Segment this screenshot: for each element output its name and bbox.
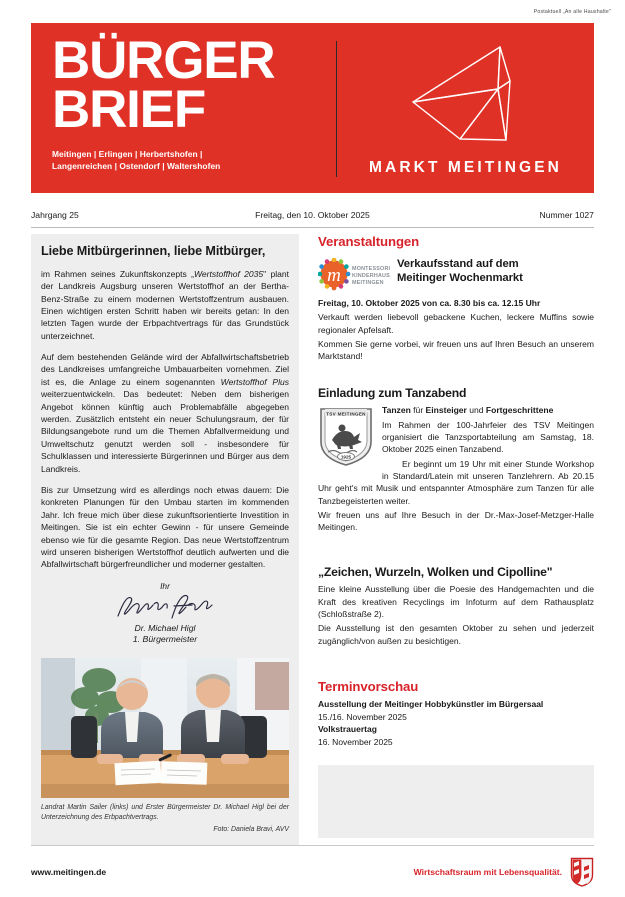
signer-name: Dr. Michael Higl (134, 622, 196, 633)
svg-text:TSV MEITINGEN: TSV MEITINGEN (326, 411, 366, 417)
issue-number: Nummer 1027 (539, 210, 594, 220)
lead-normal-1: für (410, 405, 426, 416)
ausstellung-heading: „Zeichen, Wurzeln, Wolken und Cipolline" (318, 565, 553, 580)
termin-date: 15./16. November 2025 (318, 711, 407, 722)
ausstellung-body-2: Die Ausstellung ist den gesamten Oktober zu sehen und jederzeit zugänglich/von außen zu besichtigen. (318, 623, 594, 646)
termin-date: 16. November 2025 (318, 737, 393, 748)
footer-url[interactable]: www.meitingen.de (31, 867, 107, 877)
lead-normal-2: und (466, 405, 486, 416)
p2-part-b: weiterzuentwickeln. Das bedeutet: Neben dem bisherigen Angebot können künftig auch Problemabfälle abgegeben werden. Zusätzlich entsteht ein neuer Schulungsraum, der für Bildungsangebote rund um die Themen Abfallvermeidung und Umweltschutz genutzt werden soll - insbesondere für Schulklassen und interessierte Bürgerinnen und Bürger aus dem Landkreis. (41, 389, 289, 474)
footer-right (414, 857, 594, 887)
body-paragraph-1 (41, 268, 289, 342)
masthead-right (337, 23, 594, 193)
tanzabend-body-2: Er beginnt um 19 Uhr mit einer Stunde Workshop in Standard/Latein mit unseren Tanzlehrern. Ab 20.15 Uhr geht's mit Musik und entspannter Atmosphäre zum Tanzen für alle Tanzbegeisterten weiter. (318, 458, 594, 506)
date-bar (31, 203, 594, 228)
photo-wrapper (41, 658, 289, 798)
tanzabend-body-1: Im Rahmen der 100-Jahrfeier des TSV Meitingen organisiert die Tanzsportabteilung am Samstag, 18. Oktober 2025 einen Tanzabend. (382, 419, 594, 455)
event-title-line2: Meitinger Wochenmarkt (397, 271, 523, 284)
terminvorschau-heading: Terminvorschau (318, 678, 419, 694)
p2-part-a: Auf dem bestehenden Gelände wird der Abfallwirtschaftsbetrieb des Landkreises umfangreiche Umbauarbeiten vornehmen. Ziel ist es, die Anlage zu einem sogenannten (41, 352, 289, 387)
svg-text:1925: 1925 (340, 454, 352, 460)
p1-part-a: im Rahmen seines Zukunftskonzepts „ (41, 268, 194, 279)
sign-off: Ihr (160, 580, 170, 591)
tanzabend-heading: Einladung zum Tanzabend (318, 386, 467, 401)
event-ausstellung (318, 565, 594, 646)
signer-role: 1. Bürgermeister (132, 634, 198, 645)
event-wochenmarkt (318, 258, 594, 362)
footer-slogan: Wirtschaftsraum mit Lebensqualität. (413, 867, 562, 877)
termin-item (318, 723, 594, 749)
masthead (31, 23, 594, 193)
tanzabend-body (318, 404, 594, 533)
event-tanzabend (318, 386, 594, 533)
salutation: Liebe Mitbürgerinnen, liebe Mitbürger, (41, 244, 266, 258)
right-column-filler (318, 765, 594, 838)
termin-item (318, 698, 594, 724)
masthead-title-line1: BÜRGER (52, 31, 275, 90)
lead-bold-3: Fortgeschrittene (485, 405, 554, 416)
left-column (31, 234, 299, 845)
spacer (318, 653, 594, 679)
ausstellung-body-1: Eine kleine Ausstellung über die Poesie des Handgemachten und die Kraft des kreativen Recyclings im Infoturm auf dem Rathausplatz (Schloßstraße 2). (318, 584, 594, 620)
tanzabend-body-3: Wir freuen uns auf Ihre Besuch in der Dr.-Max-Josef-Metzger-Halle Meitingen. (318, 509, 594, 533)
volume-label: Jahrgang 25 (31, 210, 79, 220)
masthead-places-line1: Meitingen | Erlingen | Herbertshofen | (52, 148, 203, 159)
svg-text:MONTESSORI: MONTESSORI (352, 266, 390, 272)
masthead-left (31, 23, 336, 193)
footer (31, 852, 594, 892)
svg-text:KINDERHAUS: KINDERHAUS (352, 273, 390, 279)
body-paragraph-2 (41, 351, 289, 475)
masthead-brand: MARKT MEITINGEN (369, 159, 562, 176)
footer-divider (31, 845, 594, 846)
lead-bold-2: Einsteiger (425, 405, 467, 416)
termin-title: Ausstellung der Meitinger Hobbykünstler im Bürgersaal (318, 698, 544, 709)
handwritten-signature (110, 592, 220, 622)
event-title (397, 258, 523, 286)
p2-emphasis: Wertstoffhof Plus (220, 376, 289, 387)
photo-caption (41, 803, 289, 835)
masthead-places (52, 148, 220, 173)
section-terminvorschau (318, 679, 594, 749)
photo-caption-text: Landrat Martin Sailer (links) und Erster Bürgermeister Dr. Michael Higl bei der Unterzeichnung des Erbpachtvertrags. (41, 804, 289, 822)
event-datetime: Freitag, 10. Oktober 2025 von ca. 8.30 bis ca. 12.15 Uhr (318, 298, 541, 308)
event-header-row (318, 258, 594, 291)
masthead-places-line2: Langenreichen | Ostendorf | Waltershofen (52, 161, 221, 172)
p1-emphasis: Wertstoffhof 2035 (193, 268, 264, 279)
signer-block (41, 623, 289, 646)
masthead-title-line2: BRIEF (52, 79, 206, 139)
event-body-1: Verkauft werden liebevoll gebackene Kuchen, leckere Muffins sowie regionaler Apfelsaft. (318, 312, 594, 335)
right-column (318, 234, 594, 755)
lead-bold-1: Tanzen (382, 405, 411, 416)
p1-part-b: " plant der Landkreis Augsburg unseren Wertstoffhof an der Bertha-Benz-Straße zu einem modernen Wertstoffzentrum ausbauen. Einen wichtigen ersten Schritt haben wir bereits getan: In den letzten Tagen wurde der Erbpachtvertrags für das Grundstück unterzeichnet. (41, 268, 289, 341)
event-body-2: Kommen Sie gerne vorbei, wir freuen uns auf Ihren Besuch an unserem Marktstand! (318, 338, 594, 362)
svg-text:MEITINGEN: MEITINGEN (352, 280, 384, 286)
spacer (318, 539, 594, 565)
svg-text:m: m (327, 265, 341, 286)
photo-two-men-signing-contract (41, 658, 289, 798)
event-title-line1: Verkaufsstand auf dem (397, 258, 519, 270)
postal-notice: Postaktuell „An alle Haushalte" (533, 9, 611, 15)
tsv-meitingen-shield-logo (318, 406, 374, 468)
photo-credit: Foto: Daniela Bravi, AVV (213, 826, 289, 834)
meitingen-coat-of-arms (570, 857, 594, 887)
body-paragraph-3: Bis zur Umsetzung wird es allerdings noch etwas dauern: Die konkreten Planungen für den Umbau starten im kommenden Jahr. Ich freue mich über diese zukunftsorientierte Investition in Meitingen. Sie ist ein echter Gewinn - für unsere Gemeinde ebenso wie für die gesamte Region. Das neue Wertstoffzentrum wird unseren bisherigen Wertstoffhof deutlich aufwerten und die Abfallwirtschaft bürgerfreundlicher und moderner gestalten. (41, 484, 289, 570)
issue-date: Freitag, den 10. Oktober 2025 (255, 210, 370, 220)
section-heading-veranstaltungen: Veranstaltungen (318, 234, 420, 249)
termin-title: Volkstrauertag (318, 724, 377, 735)
spacer (318, 368, 594, 386)
triangle-paper-airplane-logo (405, 41, 527, 153)
montessori-kinderhaus-meitingen-logo (318, 258, 390, 291)
masthead-title (52, 31, 336, 139)
